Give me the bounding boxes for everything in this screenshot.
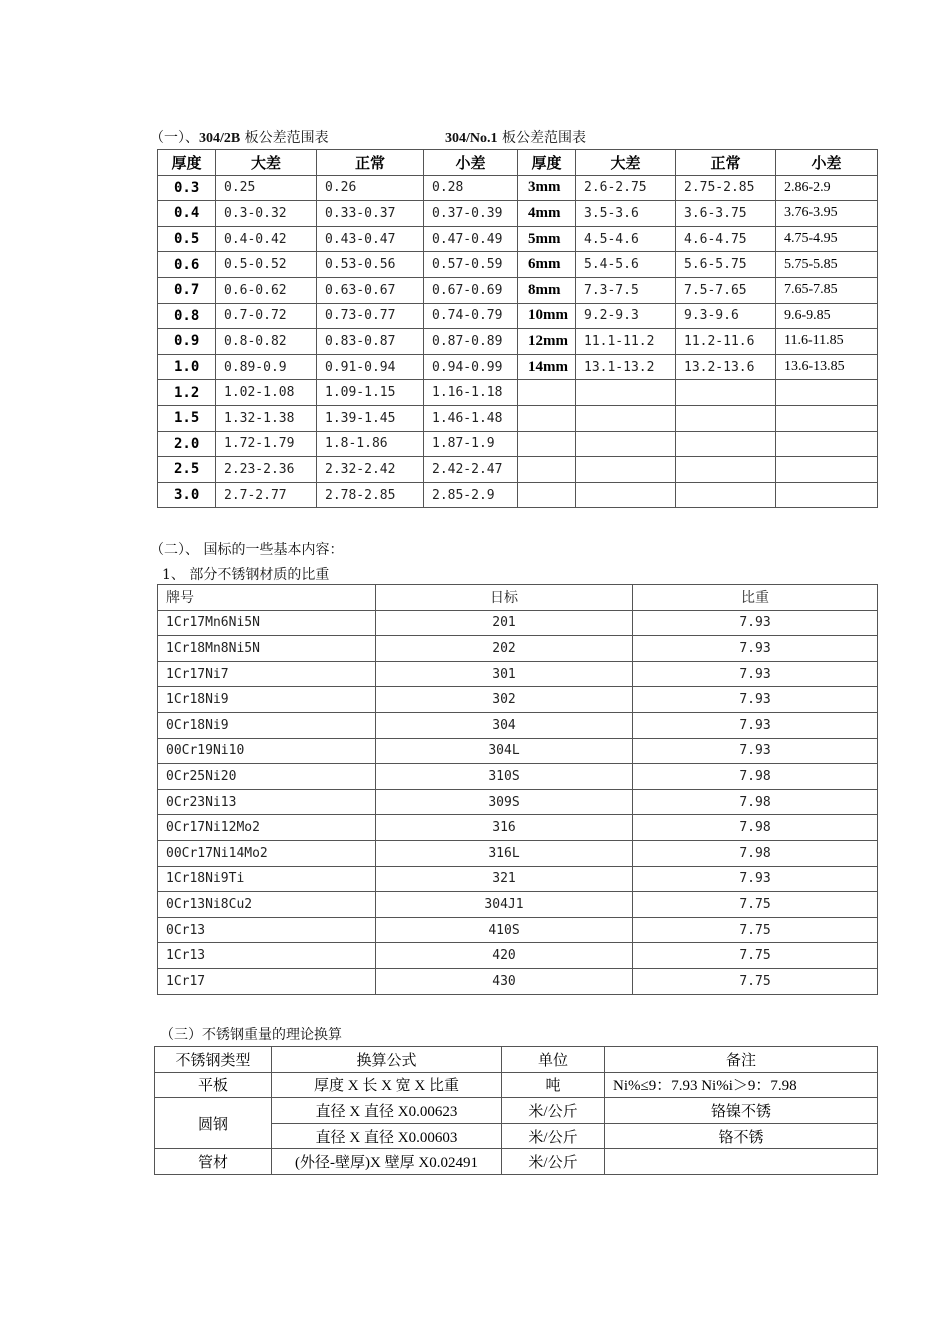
normal-2b-cell: 0.33-0.37 xyxy=(317,201,424,227)
weight-formula-table xyxy=(154,1046,878,1175)
normal-no1-cell: 13.2-13.6 xyxy=(676,354,776,380)
table-row xyxy=(158,277,878,303)
section2-heading: （二）、 国标的一些基本内容： xyxy=(150,542,344,558)
grade-cell: 0Cr13Ni8Cu2 xyxy=(158,892,376,918)
small-diff-no1-cell: 5.75-5.85 xyxy=(776,252,878,278)
jis-cell: 410S xyxy=(376,917,633,943)
section2-subheading: 1、 部分不锈钢材质的比重 xyxy=(162,567,330,583)
header-small-diff-no1: 小差 xyxy=(776,150,878,176)
small-diff-2b-cell: 0.74-0.79 xyxy=(424,303,518,329)
jis-cell: 304L xyxy=(376,738,633,764)
density-cell: 7.98 xyxy=(633,789,878,815)
large-diff-no1-cell: 11.1-11.2 xyxy=(576,329,676,355)
large-diff-no1-cell: 4.5-4.6 xyxy=(576,226,676,252)
small-diff-2b-cell: 0.87-0.89 xyxy=(424,329,518,355)
large-diff-no1-cell: 5.4-5.6 xyxy=(576,252,676,278)
formula-cell: (外径-壁厚)X 壁厚 X0.02491 xyxy=(272,1149,502,1175)
small-diff-2b-cell: 0.28 xyxy=(424,175,518,201)
section1-caption-b xyxy=(445,127,586,147)
table-header-row xyxy=(158,150,878,176)
thickness-no1-cell: 5mm xyxy=(518,226,576,252)
normal-2b-cell: 0.43-0.47 xyxy=(317,226,424,252)
grade-cell: 0Cr13 xyxy=(158,917,376,943)
density-cell: 7.93 xyxy=(633,661,878,687)
jis-cell: 202 xyxy=(376,636,633,662)
table-row xyxy=(158,917,878,943)
jis-cell: 309S xyxy=(376,789,633,815)
thickness-2b-cell: 2.5 xyxy=(158,457,216,483)
table-row-plate xyxy=(155,1072,878,1098)
density-table xyxy=(157,584,878,995)
section3-heading: （三）不锈钢重量的理论换算 xyxy=(160,1027,342,1043)
normal-2b-cell: 1.8-1.86 xyxy=(317,431,424,457)
header-large-diff-no1: 大差 xyxy=(576,150,676,176)
note-cell: 铬不锈 xyxy=(605,1123,878,1149)
thickness-no1-cell: 12mm xyxy=(518,329,576,355)
grade-cell: 0Cr25Ni20 xyxy=(158,764,376,790)
normal-no1-cell xyxy=(676,431,776,457)
table-row xyxy=(158,405,878,431)
thickness-no1-cell xyxy=(518,457,576,483)
thickness-2b-cell: 0.6 xyxy=(158,252,216,278)
header-formula: 换算公式 xyxy=(272,1047,502,1073)
table-row xyxy=(158,789,878,815)
normal-no1-cell: 2.75-2.85 xyxy=(676,175,776,201)
grade-cell: 0Cr18Ni9 xyxy=(158,712,376,738)
header-large-diff: 大差 xyxy=(216,150,317,176)
normal-2b-cell: 1.09-1.15 xyxy=(317,380,424,406)
table-row xyxy=(158,175,878,201)
table-row xyxy=(158,840,878,866)
large-diff-2b-cell: 0.6-0.62 xyxy=(216,277,317,303)
normal-no1-cell: 9.3-9.6 xyxy=(676,303,776,329)
large-diff-no1-cell xyxy=(576,482,676,508)
normal-2b-cell: 0.26 xyxy=(317,175,424,201)
normal-no1-cell xyxy=(676,457,776,483)
header-note: 备注 xyxy=(605,1047,878,1073)
caption-title-a: 板公差范围表 xyxy=(240,130,329,146)
density-cell: 7.93 xyxy=(633,738,878,764)
density-cell: 7.93 xyxy=(633,712,878,738)
density-cell: 7.98 xyxy=(633,840,878,866)
large-diff-no1-cell: 9.2-9.3 xyxy=(576,303,676,329)
large-diff-no1-cell: 7.3-7.5 xyxy=(576,277,676,303)
small-diff-no1-cell xyxy=(776,405,878,431)
header-thickness-no1: 厚度 xyxy=(518,150,576,176)
small-diff-no1-cell xyxy=(776,380,878,406)
table-header-row xyxy=(158,585,878,611)
large-diff-2b-cell: 1.72-1.79 xyxy=(216,431,317,457)
normal-2b-cell: 0.73-0.77 xyxy=(317,303,424,329)
thickness-no1-cell: 14mm xyxy=(518,354,576,380)
table-row xyxy=(158,482,878,508)
table-row xyxy=(158,457,878,483)
table-row-round-1 xyxy=(155,1098,878,1124)
large-diff-2b-cell: 0.25 xyxy=(216,175,317,201)
type-cell: 管材 xyxy=(155,1149,272,1175)
thickness-2b-cell: 0.5 xyxy=(158,226,216,252)
note-cell: Ni%≤9：7.93 Ni%i＞9：7.98 xyxy=(605,1072,878,1098)
thickness-2b-cell: 0.8 xyxy=(158,303,216,329)
formula-cell: 直径 X 直径 X0.00623 xyxy=(272,1098,502,1124)
thickness-2b-cell: 0.9 xyxy=(158,329,216,355)
small-diff-no1-cell xyxy=(776,431,878,457)
thickness-2b-cell: 0.3 xyxy=(158,175,216,201)
density-cell: 7.75 xyxy=(633,917,878,943)
small-diff-no1-cell: 11.6-11.85 xyxy=(776,329,878,355)
thickness-2b-cell: 1.5 xyxy=(158,405,216,431)
density-cell: 7.75 xyxy=(633,892,878,918)
formula-cell: 厚度 X 长 X 宽 X 比重 xyxy=(272,1072,502,1098)
jis-cell: 304 xyxy=(376,712,633,738)
table-row xyxy=(158,866,878,892)
density-cell: 7.93 xyxy=(633,866,878,892)
small-diff-2b-cell: 1.46-1.48 xyxy=(424,405,518,431)
header-small-diff: 小差 xyxy=(424,150,518,176)
small-diff-no1-cell: 3.76-3.95 xyxy=(776,201,878,227)
header-steel-type: 不锈钢类型 xyxy=(155,1047,272,1073)
table-row xyxy=(158,354,878,380)
small-diff-no1-cell: 13.6-13.85 xyxy=(776,354,878,380)
header-density: 比重 xyxy=(633,585,878,611)
jis-cell: 304J1 xyxy=(376,892,633,918)
normal-no1-cell: 4.6-4.75 xyxy=(676,226,776,252)
caption-grade-no1: 304/No.1 xyxy=(445,131,498,146)
normal-no1-cell: 5.6-5.75 xyxy=(676,252,776,278)
thickness-no1-cell xyxy=(518,380,576,406)
large-diff-2b-cell: 0.7-0.72 xyxy=(216,303,317,329)
normal-2b-cell: 0.63-0.67 xyxy=(317,277,424,303)
small-diff-no1-cell: 7.65-7.85 xyxy=(776,277,878,303)
grade-cell: 1Cr17Mn6Ni5N xyxy=(158,610,376,636)
normal-no1-cell: 7.5-7.65 xyxy=(676,277,776,303)
header-normal: 正常 xyxy=(317,150,424,176)
grade-cell: 0Cr17Ni12Mo2 xyxy=(158,815,376,841)
large-diff-no1-cell: 3.5-3.6 xyxy=(576,201,676,227)
table-row xyxy=(158,201,878,227)
note-cell: 铬镍不锈 xyxy=(605,1098,878,1124)
formula-cell: 直径 X 直径 X0.00603 xyxy=(272,1123,502,1149)
grade-cell: 0Cr23Ni13 xyxy=(158,789,376,815)
grade-cell: 1Cr18Ni9Ti xyxy=(158,866,376,892)
type-cell: 平板 xyxy=(155,1072,272,1098)
table-row xyxy=(158,892,878,918)
table-row xyxy=(158,329,878,355)
thickness-no1-cell xyxy=(518,405,576,431)
density-cell: 7.93 xyxy=(633,610,878,636)
large-diff-2b-cell: 2.7-2.77 xyxy=(216,482,317,508)
jis-cell: 321 xyxy=(376,866,633,892)
thickness-no1-cell: 3mm xyxy=(518,175,576,201)
grade-cell: 1Cr17 xyxy=(158,968,376,994)
large-diff-2b-cell: 0.8-0.82 xyxy=(216,329,317,355)
large-diff-no1-cell: 2.6-2.75 xyxy=(576,175,676,201)
small-diff-no1-cell: 2.86-2.9 xyxy=(776,175,878,201)
thickness-2b-cell: 1.2 xyxy=(158,380,216,406)
type-cell: 圆钢 xyxy=(155,1098,272,1149)
density-cell: 7.93 xyxy=(633,636,878,662)
large-diff-no1-cell: 13.1-13.2 xyxy=(576,354,676,380)
thickness-no1-cell: 8mm xyxy=(518,277,576,303)
table-row xyxy=(158,968,878,994)
table-row xyxy=(158,610,878,636)
large-diff-2b-cell: 1.02-1.08 xyxy=(216,380,317,406)
small-diff-2b-cell: 0.67-0.69 xyxy=(424,277,518,303)
unit-cell: 吨 xyxy=(502,1072,605,1098)
caption-prefix: （一）、 xyxy=(150,130,199,146)
table-row xyxy=(158,431,878,457)
normal-2b-cell: 0.83-0.87 xyxy=(317,329,424,355)
jis-cell: 430 xyxy=(376,968,633,994)
small-diff-2b-cell: 0.57-0.59 xyxy=(424,252,518,278)
caption-grade-2b: 304/2B xyxy=(199,131,241,146)
small-diff-2b-cell: 2.85-2.9 xyxy=(424,482,518,508)
small-diff-no1-cell xyxy=(776,482,878,508)
small-diff-no1-cell: 9.6-9.85 xyxy=(776,303,878,329)
jis-cell: 201 xyxy=(376,610,633,636)
normal-no1-cell xyxy=(676,482,776,508)
jis-cell: 302 xyxy=(376,687,633,713)
small-diff-no1-cell xyxy=(776,457,878,483)
section1-caption xyxy=(150,127,329,147)
large-diff-2b-cell: 0.4-0.42 xyxy=(216,226,317,252)
normal-2b-cell: 2.32-2.42 xyxy=(317,457,424,483)
normal-2b-cell: 0.91-0.94 xyxy=(317,354,424,380)
large-diff-2b-cell: 0.89-0.9 xyxy=(216,354,317,380)
density-cell: 7.98 xyxy=(633,815,878,841)
unit-cell: 米/公斤 xyxy=(502,1149,605,1175)
table-row xyxy=(158,661,878,687)
unit-cell: 米/公斤 xyxy=(502,1123,605,1149)
jis-cell: 310S xyxy=(376,764,633,790)
large-diff-no1-cell xyxy=(576,380,676,406)
header-jis: 日标 xyxy=(376,585,633,611)
large-diff-no1-cell xyxy=(576,457,676,483)
small-diff-2b-cell: 1.87-1.9 xyxy=(424,431,518,457)
table-row xyxy=(158,252,878,278)
grade-cell: 1Cr17Ni7 xyxy=(158,661,376,687)
large-diff-2b-cell: 0.5-0.52 xyxy=(216,252,317,278)
normal-no1-cell xyxy=(676,405,776,431)
table-row xyxy=(158,226,878,252)
thickness-no1-cell xyxy=(518,482,576,508)
small-diff-2b-cell: 0.37-0.39 xyxy=(424,201,518,227)
normal-no1-cell: 11.2-11.6 xyxy=(676,329,776,355)
table-row xyxy=(158,738,878,764)
table-row-pipe xyxy=(155,1149,878,1175)
jis-cell: 316L xyxy=(376,840,633,866)
thickness-2b-cell: 1.0 xyxy=(158,354,216,380)
thickness-2b-cell: 0.7 xyxy=(158,277,216,303)
grade-cell: 1Cr18Mn8Ni5N xyxy=(158,636,376,662)
thickness-2b-cell: 2.0 xyxy=(158,431,216,457)
jis-cell: 301 xyxy=(376,661,633,687)
density-cell: 7.98 xyxy=(633,764,878,790)
table-header-row xyxy=(155,1047,878,1073)
large-diff-2b-cell: 0.3-0.32 xyxy=(216,201,317,227)
density-cell: 7.75 xyxy=(633,968,878,994)
density-cell: 7.93 xyxy=(633,687,878,713)
thickness-2b-cell: 3.0 xyxy=(158,482,216,508)
grade-cell: 1Cr18Ni9 xyxy=(158,687,376,713)
header-thickness: 厚度 xyxy=(158,150,216,176)
normal-no1-cell xyxy=(676,380,776,406)
normal-2b-cell: 1.39-1.45 xyxy=(317,405,424,431)
header-unit: 单位 xyxy=(502,1047,605,1073)
small-diff-2b-cell: 1.16-1.18 xyxy=(424,380,518,406)
small-diff-2b-cell: 2.42-2.47 xyxy=(424,457,518,483)
header-grade: 牌号 xyxy=(158,585,376,611)
small-diff-2b-cell: 0.94-0.99 xyxy=(424,354,518,380)
jis-cell: 420 xyxy=(376,943,633,969)
large-diff-2b-cell: 1.32-1.38 xyxy=(216,405,317,431)
tolerance-table xyxy=(157,149,878,508)
thickness-no1-cell xyxy=(518,431,576,457)
thickness-2b-cell: 0.4 xyxy=(158,201,216,227)
small-diff-no1-cell: 4.75-4.95 xyxy=(776,226,878,252)
normal-no1-cell: 3.6-3.75 xyxy=(676,201,776,227)
large-diff-no1-cell xyxy=(576,405,676,431)
table-row xyxy=(158,712,878,738)
thickness-no1-cell: 10mm xyxy=(518,303,576,329)
thickness-no1-cell: 4mm xyxy=(518,201,576,227)
table-row xyxy=(158,943,878,969)
table-row xyxy=(158,636,878,662)
unit-cell: 米/公斤 xyxy=(502,1098,605,1124)
large-diff-2b-cell: 2.23-2.36 xyxy=(216,457,317,483)
thickness-no1-cell: 6mm xyxy=(518,252,576,278)
table-row xyxy=(158,815,878,841)
grade-cell: 1Cr13 xyxy=(158,943,376,969)
small-diff-2b-cell: 0.47-0.49 xyxy=(424,226,518,252)
grade-cell: 00Cr19Ni10 xyxy=(158,738,376,764)
large-diff-no1-cell xyxy=(576,431,676,457)
table-row xyxy=(158,380,878,406)
table-row xyxy=(158,303,878,329)
normal-2b-cell: 2.78-2.85 xyxy=(317,482,424,508)
caption-title-b: 板公差范围表 xyxy=(497,130,586,146)
grade-cell: 00Cr17Ni14Mo2 xyxy=(158,840,376,866)
table-row xyxy=(158,764,878,790)
table-row xyxy=(158,687,878,713)
normal-2b-cell: 0.53-0.56 xyxy=(317,252,424,278)
density-cell: 7.75 xyxy=(633,943,878,969)
note-cell xyxy=(605,1149,878,1175)
header-normal-no1: 正常 xyxy=(676,150,776,176)
jis-cell: 316 xyxy=(376,815,633,841)
